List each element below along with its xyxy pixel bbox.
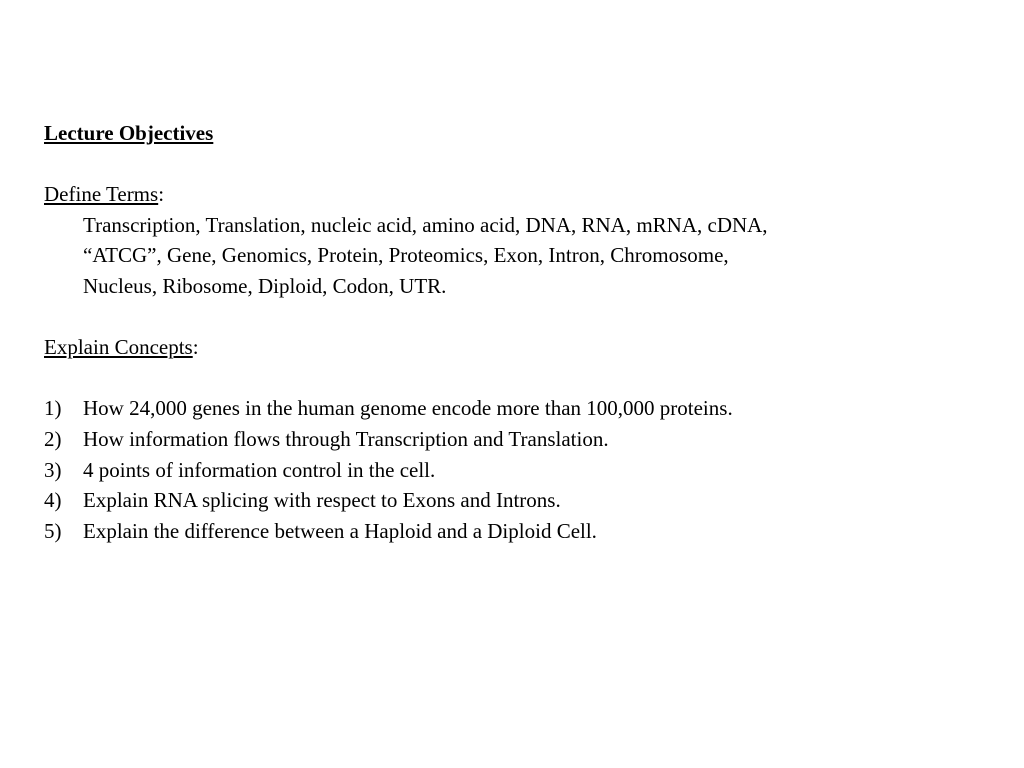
list-item (44, 455, 984, 486)
spacer (44, 302, 984, 333)
list-item-text: 4 points of information control in the cell. (83, 457, 436, 482)
list-item (44, 516, 984, 547)
explain-concepts-label: Explain Concepts (44, 335, 193, 360)
define-terms-heading (44, 179, 984, 210)
list-item-number: 5) (44, 518, 62, 543)
list-item-text: How 24,000 genes in the human genome encode more than 100,000 proteins. (83, 396, 733, 421)
slide-title: Lecture Objectives (44, 121, 214, 145)
spacer (44, 149, 984, 180)
list-item (44, 393, 984, 424)
list-item-number: 1) (44, 396, 62, 421)
spacer (44, 363, 984, 394)
list-item-number: 4) (44, 488, 62, 513)
list-item-number: 3) (44, 457, 62, 482)
list-item (44, 485, 984, 516)
list-item (44, 424, 984, 455)
terms-line: Nucleus, Ribosome, Diploid, Codon, UTR. (83, 273, 447, 298)
list-item-number: 2) (44, 426, 62, 451)
explain-concepts-colon: : (192, 335, 199, 360)
define-terms-label: Define Terms (44, 182, 159, 207)
terms-line: Transcription, Translation, nucleic acid, amino acid, DNA, RNA, mRNA, cDNA, (83, 212, 768, 237)
terms-line: “ATCG”, Gene, Genomics, Protein, Proteomics, Exon, Intron, Chromosome, (83, 243, 729, 268)
concepts-list (44, 393, 984, 546)
list-item-text: Explain the difference between a Haploid and a Diploid Cell. (83, 518, 597, 543)
list-item-text: Explain RNA splicing with respect to Exons and Introns. (83, 488, 561, 513)
explain-concepts-heading (44, 332, 984, 363)
slide-content (44, 118, 984, 546)
terms-block (44, 210, 984, 302)
list-item-text: How information flows through Transcription and Translation. (83, 426, 609, 451)
define-terms-colon: : (158, 182, 165, 207)
